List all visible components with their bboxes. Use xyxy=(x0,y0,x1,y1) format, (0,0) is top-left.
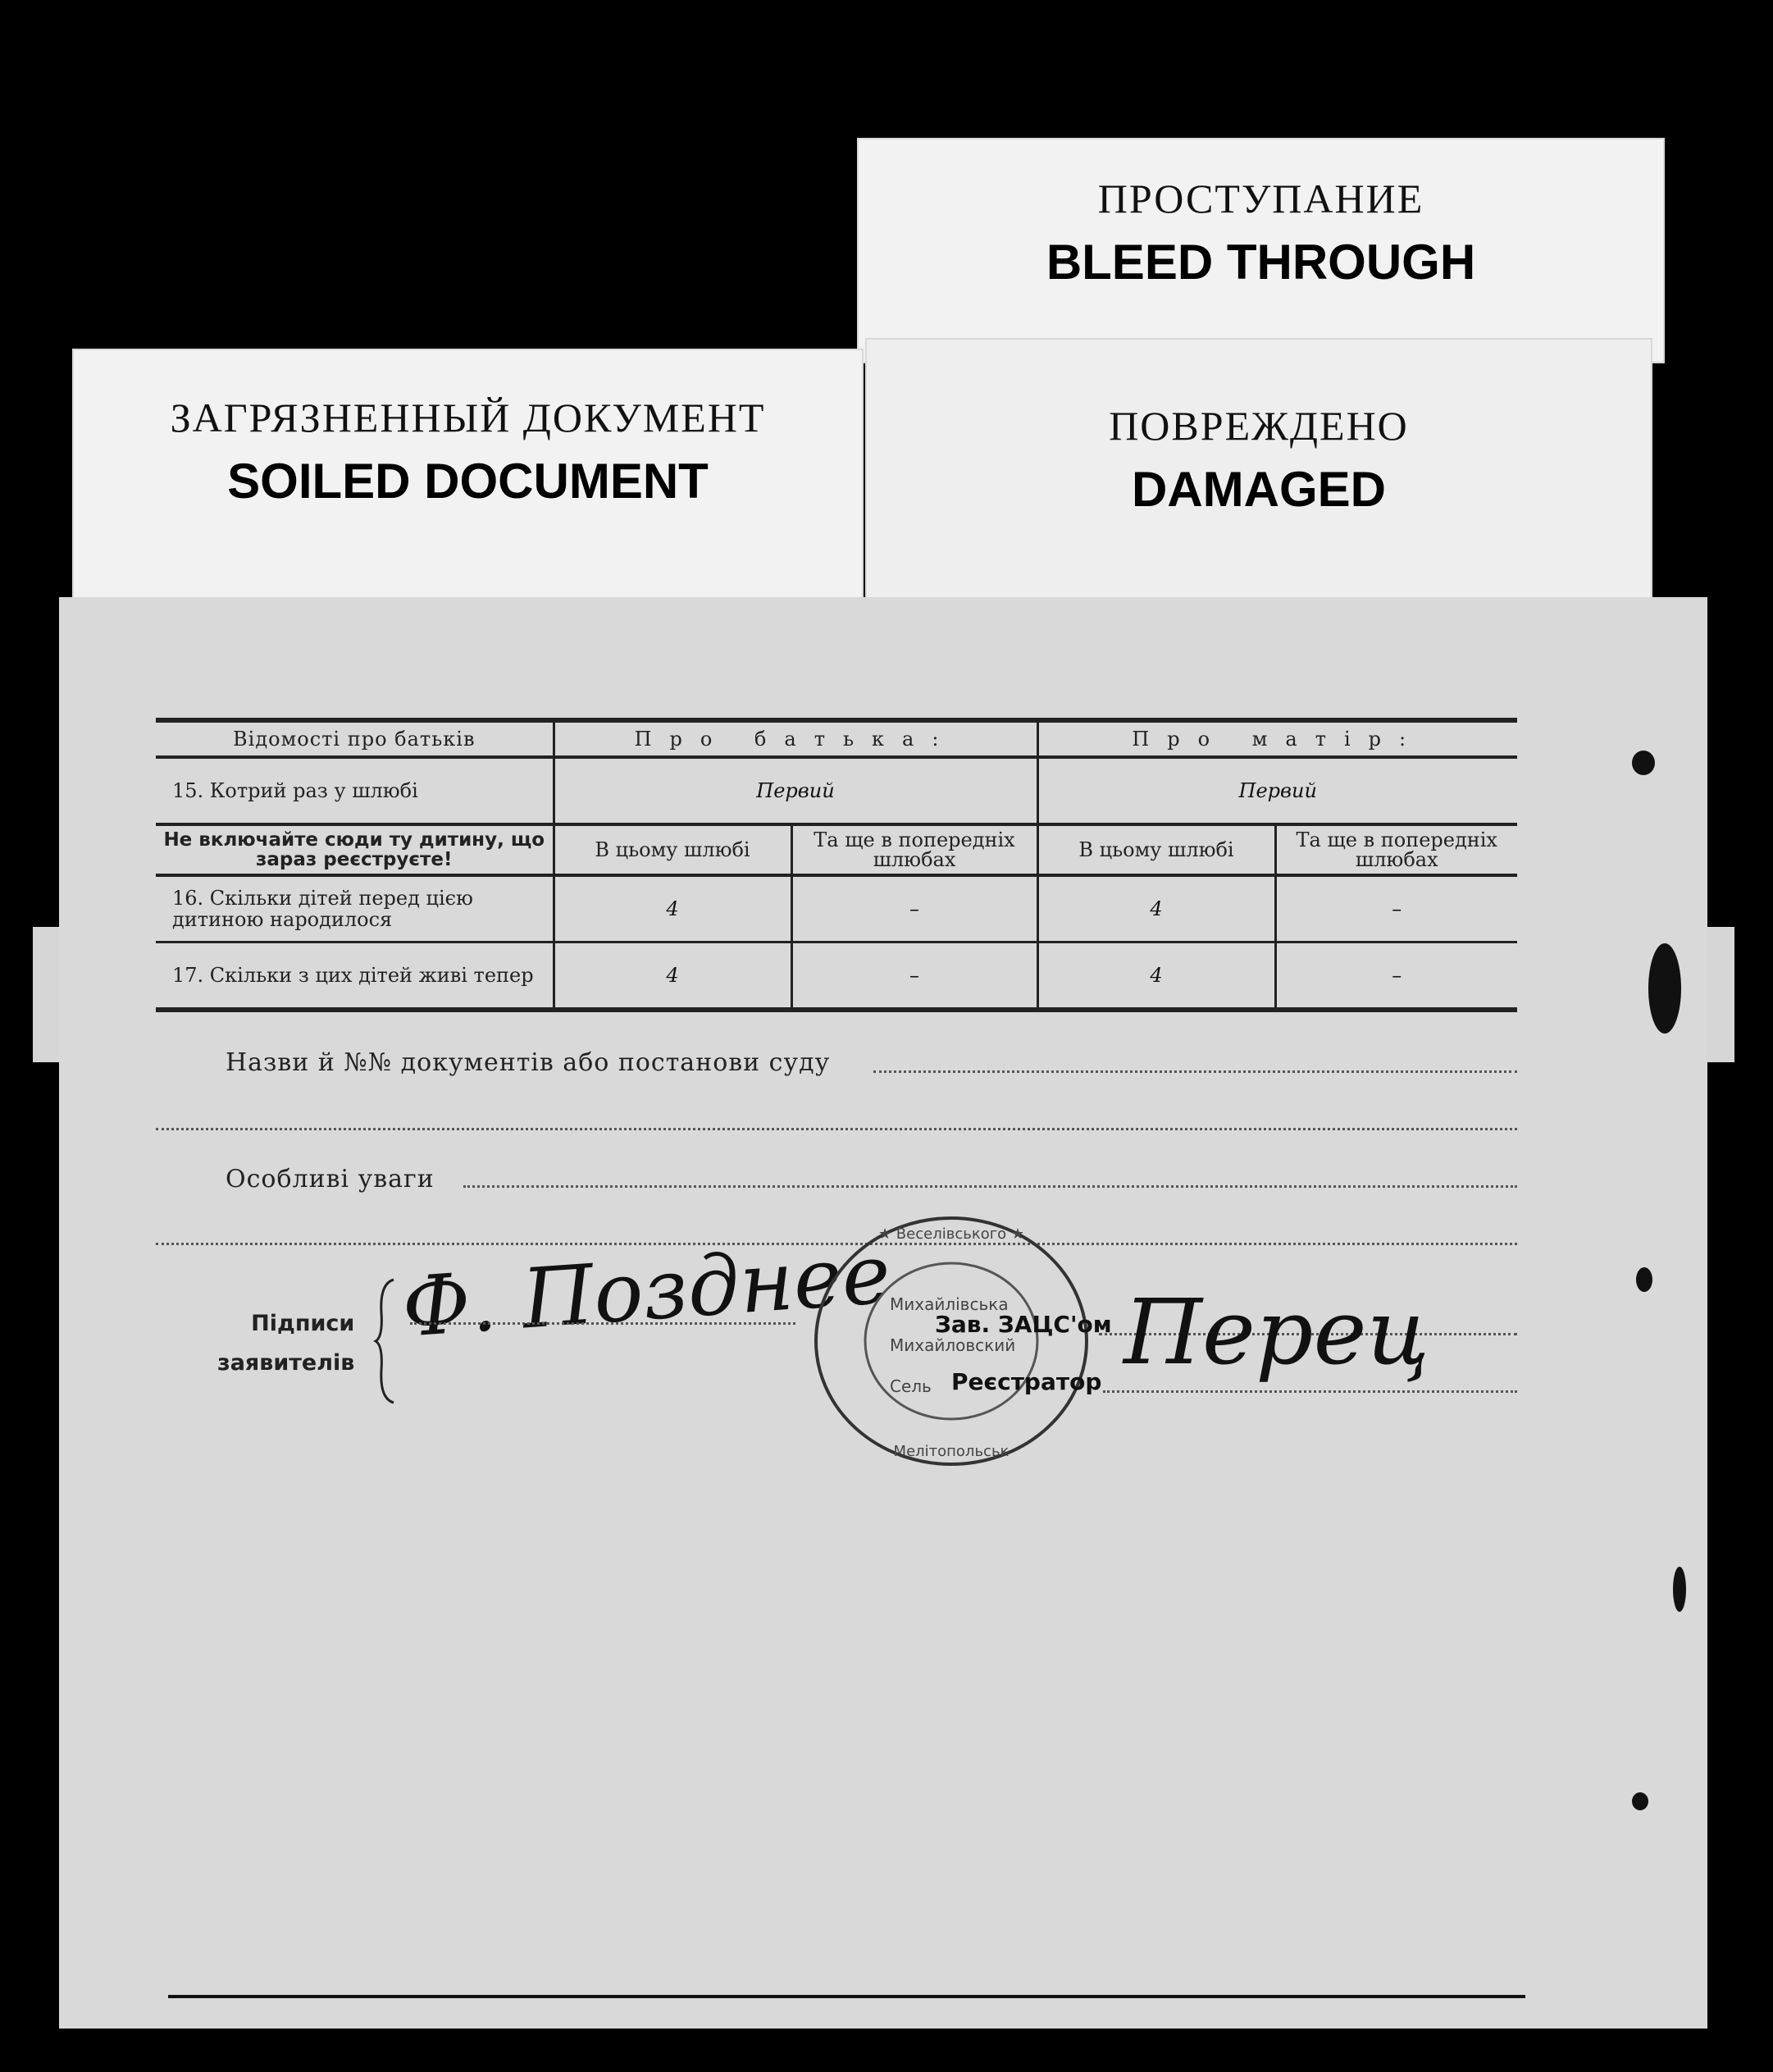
row16-label: 16. Скільки дітей перед цією дитиною народилося xyxy=(156,875,554,942)
tear-mark xyxy=(1673,1567,1686,1612)
soiled-document-label-ru: ЗАГРЯЗНЕННЫЙ ДОКУМЕНТ xyxy=(170,395,766,440)
soiled-document-label-en: SOILED DOCUMENT xyxy=(227,454,709,509)
damaged-label-ru: ПОВРЕЖДЕНО xyxy=(1109,403,1409,449)
official-signature: Перец xyxy=(1124,1280,1430,1385)
row16-father-this: 4 xyxy=(554,875,791,942)
parents-info-table xyxy=(156,718,1517,1012)
signature-line-registrar xyxy=(1103,1390,1517,1393)
hole-mark xyxy=(1632,751,1655,775)
documents-line-2 xyxy=(156,1128,1517,1130)
damaged-label-en: DAMAGED xyxy=(1132,462,1386,517)
signature-line-1 xyxy=(410,1322,795,1325)
notes-label: Особливі уваги xyxy=(226,1165,435,1193)
role-registrar: Реєстратор xyxy=(951,1368,1102,1395)
hole-mark xyxy=(1632,1792,1648,1810)
documents-line xyxy=(873,1070,1517,1073)
stamp-line-3: Сель xyxy=(890,1376,932,1396)
header-parents-info: Відомості про батьків xyxy=(156,720,554,757)
row17-father-previous: – xyxy=(791,942,1037,1011)
tear-mark xyxy=(1648,943,1681,1034)
header-mother: Про матір: xyxy=(1037,720,1517,757)
hole-mark xyxy=(1636,1267,1652,1292)
stamp-line-2: Михайловский xyxy=(890,1335,1016,1355)
bleed-through-label-en: BLEED THROUGH xyxy=(1046,235,1476,290)
row15-label: 15. Котрий раз у шлюбі xyxy=(156,757,554,824)
bottom-rule xyxy=(168,1995,1525,1998)
role-head-of-registry: Зав. ЗАЦС'ом xyxy=(935,1311,1112,1338)
header-father: Про батька: xyxy=(554,720,1037,757)
col-previous-mother: Та ще в попередніх шлюбах xyxy=(1275,824,1517,875)
documents-label: Назви й №№ документів або постанови суду xyxy=(226,1048,831,1077)
svg-text:★ Веселівського ★: ★ Веселівського ★ xyxy=(877,1225,1025,1243)
svg-text:Мелітопольськ: Мелітопольськ xyxy=(893,1443,1010,1460)
col-previous-father: Та ще в попередніх шлюбах xyxy=(791,824,1037,875)
row15-father-value: Первий xyxy=(554,757,1037,824)
row17-mother-previous: – xyxy=(1275,942,1517,1011)
bleed-through-label-ru: ПРОСТУПАНИЕ xyxy=(1097,176,1424,221)
stamp-line-1: Михайлівська xyxy=(890,1294,1009,1314)
signature-brace xyxy=(373,1276,398,1407)
col-this-marriage-mother: В цьому шлюбі xyxy=(1037,824,1275,875)
col-this-marriage-father: В цьому шлюбі xyxy=(554,824,791,875)
row16-mother-previous: – xyxy=(1275,875,1517,942)
soiled-document-label xyxy=(72,349,864,611)
notes-line xyxy=(463,1185,1517,1188)
damaged-label xyxy=(865,338,1652,599)
row17-label: 17. Скільки з цих дітей живі тепер xyxy=(156,942,554,1011)
row17-father-this: 4 xyxy=(554,942,791,1011)
row17-mother-this: 4 xyxy=(1037,942,1275,1011)
exclusion-note: Не включайте сюди ту дитину, що зараз реєструєте! xyxy=(156,824,554,875)
bleed-through-label xyxy=(857,138,1665,363)
row15-mother-value: Первий xyxy=(1037,757,1517,824)
signature-label-line2: заявителів xyxy=(217,1350,355,1376)
applicants-signature-label xyxy=(217,1304,354,1383)
row16-father-previous: – xyxy=(791,875,1037,942)
signature-label-line1: Підписи xyxy=(251,1311,355,1336)
applicant-signature: Ф. Позднее xyxy=(399,1225,894,1356)
row16-mother-this: 4 xyxy=(1037,875,1275,942)
